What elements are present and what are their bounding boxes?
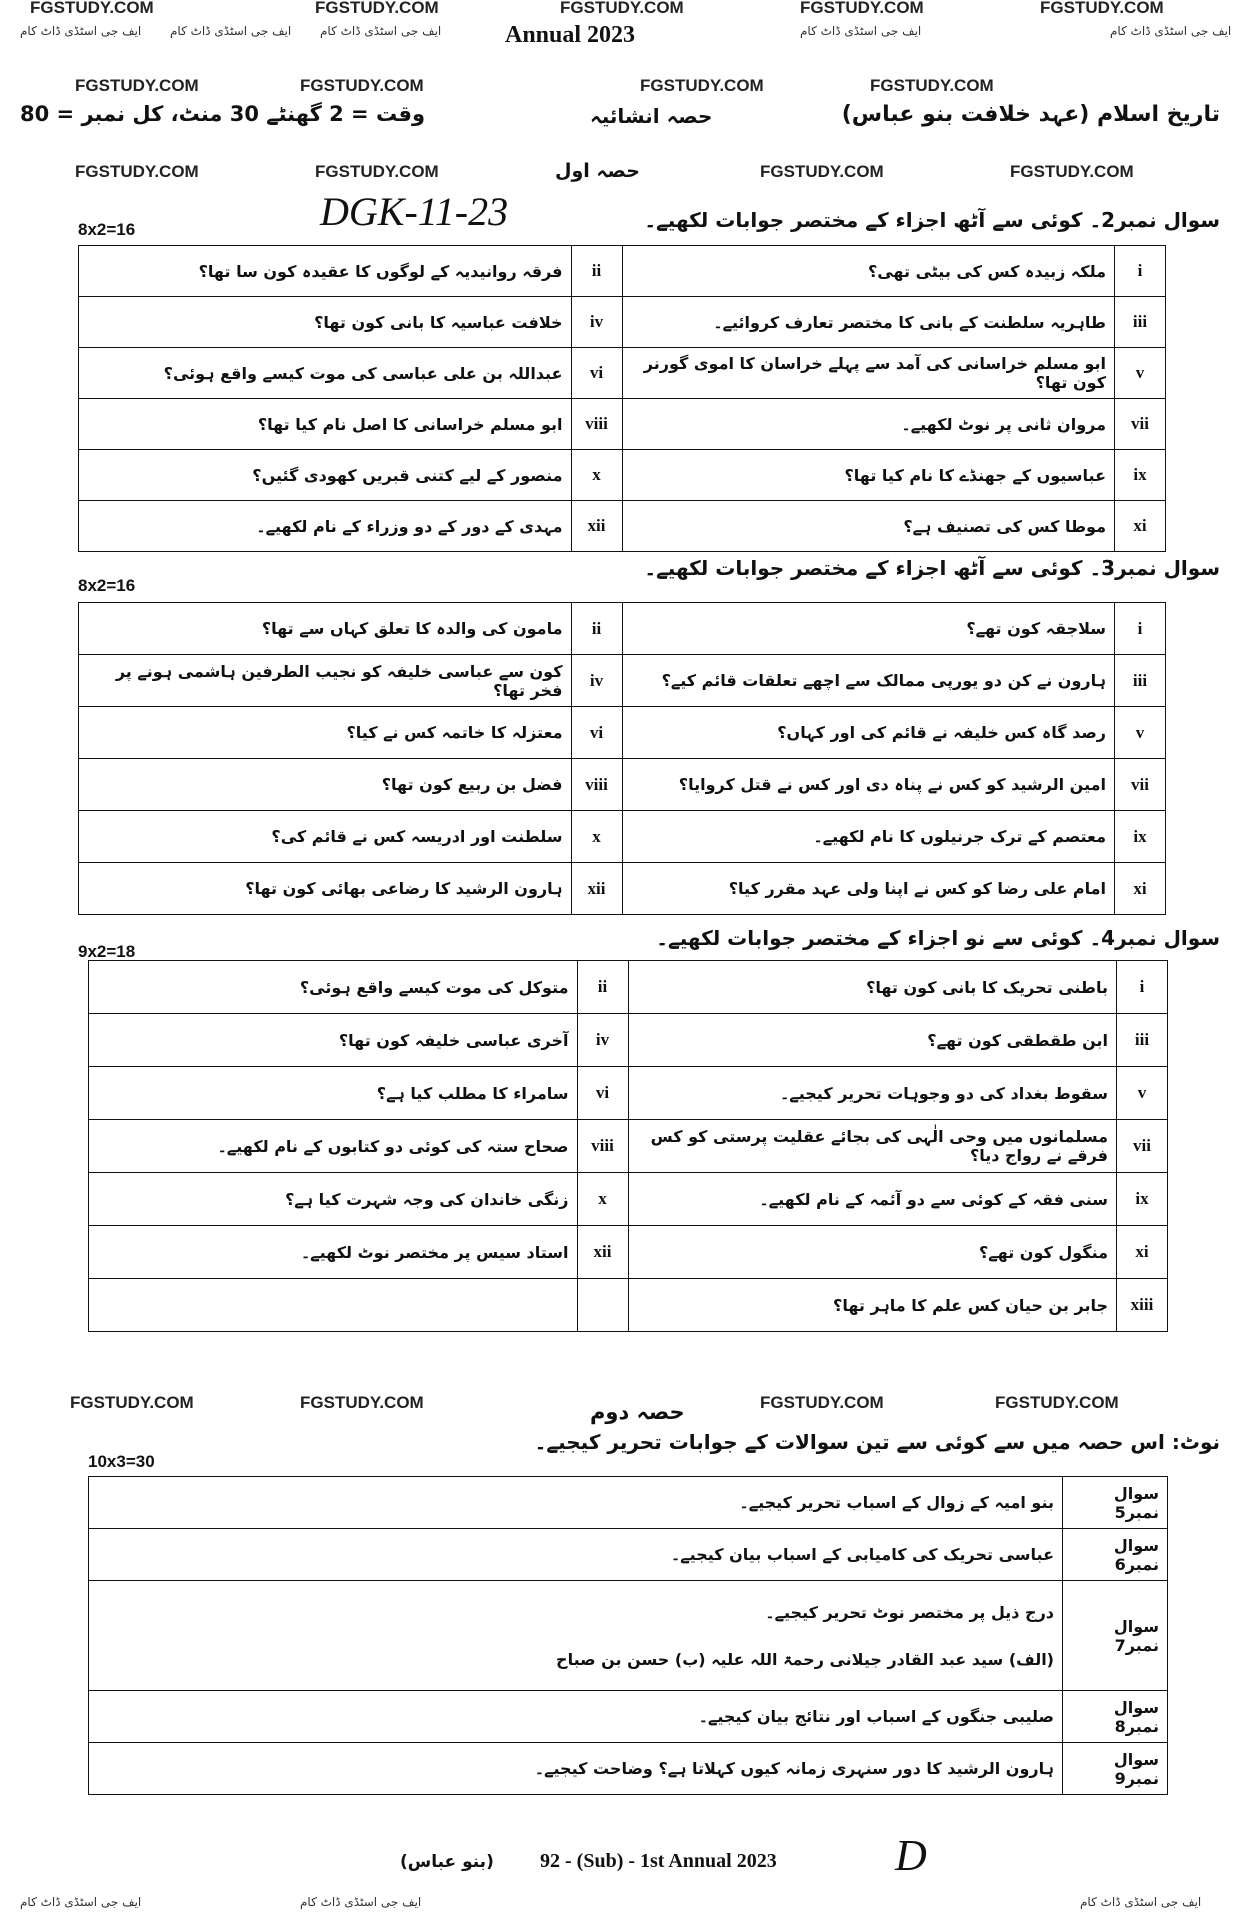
question-number: viii: [571, 759, 622, 811]
question-text: فضل بن ربیع کون تھا؟: [79, 759, 572, 811]
long-question-text: [89, 1743, 1063, 1795]
long-question-number: سوال نمبر6: [1063, 1529, 1168, 1581]
question-row: [89, 1279, 1168, 1332]
long-question-text: [89, 1529, 1063, 1581]
question-row: [79, 246, 1166, 297]
question-number: iii: [1115, 297, 1166, 348]
question-number: xi: [1115, 501, 1166, 552]
watermark-urdu: ایف جی اسٹڈی ڈاٹ کام: [20, 1895, 142, 1909]
question-number: vi: [571, 707, 622, 759]
question-text: کون سے عباسی خلیفہ کو نجیب الطرفین ہاشمی ہونے پر فخر تھا؟: [79, 655, 572, 707]
question-text: سلاجقہ کون تھے؟: [622, 603, 1115, 655]
part2-table: [88, 1476, 1168, 1795]
question-number: i: [1117, 961, 1168, 1014]
subject-title: تاریخ اسلام (عہد خلافت بنو عباس): [841, 102, 1220, 127]
question-text: سنی فقہ کے کوئی سے دو آئمہ کے نام لکھیے۔: [628, 1173, 1117, 1226]
question-number: ix: [1117, 1173, 1168, 1226]
question-text: استاد سیس پر مختصر نوٹ لکھیے۔: [89, 1226, 578, 1279]
question-row: [89, 1014, 1168, 1067]
question-row: [79, 603, 1166, 655]
question-text: [89, 1279, 578, 1332]
question-number: iii: [1117, 1014, 1168, 1067]
question-text: رصد گاہ کس خلیفہ نے قائم کی اور کہاں؟: [622, 707, 1115, 759]
q2-table: [78, 245, 1166, 552]
watermark-text: FGSTUDY.COM: [75, 162, 199, 181]
long-question-row: [89, 1691, 1168, 1743]
q4-heading: سوال نمبر4۔ کوئی سے نو اجزاء کے مختصر جوابات لکھیے۔: [656, 926, 1220, 950]
question-text: متوکل کی موت کیسے واقع ہوئی؟: [89, 961, 578, 1014]
question-row: [79, 399, 1166, 450]
question-text: معتزلہ کا خاتمہ کس نے کیا؟: [79, 707, 572, 759]
watermark-text: FGSTUDY.COM: [300, 1393, 424, 1412]
question-text: امام علی رضا کو کس نے اپنا ولی عہد مقرر کیا؟: [622, 863, 1115, 915]
long-question-text: [89, 1477, 1063, 1529]
watermark-urdu: ایف جی اسٹڈی ڈاٹ کام: [300, 1895, 422, 1909]
question-number: viii: [577, 1120, 628, 1173]
question-text: سامراء کا مطلب کیا ہے؟: [89, 1067, 578, 1120]
long-question-main: ہارون الرشید کا دور سنہری زمانہ کیوں کہلاتا ہے؟ وضاحت کیجیے۔: [534, 1759, 1054, 1778]
question-number: ii: [571, 246, 622, 297]
question-number: ix: [1115, 811, 1166, 863]
watermark-text: FGSTUDY.COM: [300, 76, 424, 95]
watermark-text: FGSTUDY.COM: [70, 1393, 194, 1412]
watermark-urdu: ایف جی اسٹڈی ڈاٹ کام: [1080, 1895, 1202, 1909]
long-question-row: [89, 1743, 1168, 1795]
question-number: vi: [577, 1067, 628, 1120]
question-number: xii: [577, 1226, 628, 1279]
question-row: [79, 759, 1166, 811]
question-row: [89, 1173, 1168, 1226]
long-question-number: سوال نمبر5: [1063, 1477, 1168, 1529]
question-row: [89, 961, 1168, 1014]
paper-code: 92 - (Sub) - 1st Annual 2023: [540, 1850, 777, 1872]
watermark-urdu: ایف جی اسٹڈی ڈاٹ کام: [170, 24, 292, 38]
question-row: [79, 863, 1166, 915]
watermark-urdu: ایف جی اسٹڈی ڈاٹ کام: [320, 24, 442, 38]
question-number: vii: [1115, 399, 1166, 450]
question-number: v: [1117, 1067, 1168, 1120]
question-number: ix: [1115, 450, 1166, 501]
footer-subject: (بنو عباس): [400, 1852, 494, 1872]
long-question-main: عباسی تحریک کی کامیابی کے اسباب بیان کیجیے۔: [670, 1545, 1054, 1564]
question-number: i: [1115, 246, 1166, 297]
question-text: جابر بن حیان کس علم کا ماہر تھا؟: [628, 1279, 1117, 1332]
question-number: v: [1115, 348, 1166, 399]
long-question-text: [89, 1581, 1063, 1691]
q3-heading: سوال نمبر3۔ کوئی سے آٹھ اجزاء کے مختصر جوابات لکھیے۔: [644, 556, 1220, 580]
question-row: [79, 348, 1166, 399]
watermark-text: FGSTUDY.COM: [800, 0, 924, 17]
question-row: [79, 811, 1166, 863]
question-text: ہارون نے کن دو یورپی ممالک سے اچھے تعلقات قائم کیے؟: [622, 655, 1115, 707]
watermark-urdu: ایف جی اسٹڈی ڈاٹ کام: [1110, 24, 1232, 38]
question-number: ii: [571, 603, 622, 655]
question-number: vii: [1117, 1120, 1168, 1173]
long-question-number: سوال نمبر7: [1063, 1581, 1168, 1691]
question-number: x: [571, 811, 622, 863]
q3-table: [78, 602, 1166, 915]
watermark-text: FGSTUDY.COM: [75, 76, 199, 95]
question-row: [79, 297, 1166, 348]
question-text: فرقہ روانیدیہ کے لوگوں کا عقیدہ کون سا تھا؟: [79, 246, 572, 297]
question-number: ii: [577, 961, 628, 1014]
watermark-text: FGSTUDY.COM: [1010, 162, 1134, 181]
part1-title: حصہ اول: [555, 160, 640, 182]
question-text: موطا کس کی تصنیف ہے؟: [622, 501, 1115, 552]
question-number: i: [1115, 603, 1166, 655]
q2-heading: سوال نمبر2۔ کوئی سے آٹھ اجزاء کے مختصر جوابات لکھیے۔: [644, 208, 1220, 232]
question-text: صحاح ستہ کی کوئی دو کتابوں کے نام لکھیے۔: [89, 1120, 578, 1173]
question-text: سقوط بغداد کی دو وجوہات تحریر کیجیے۔: [628, 1067, 1117, 1120]
long-question-row: [89, 1477, 1168, 1529]
question-text: مروان ثانی پر نوٹ لکھیے۔: [622, 399, 1115, 450]
watermark-text: FGSTUDY.COM: [760, 1393, 884, 1412]
part2-marks: 10x3=30: [88, 1452, 155, 1471]
q4-table: [88, 960, 1168, 1332]
watermark-text: FGSTUDY.COM: [560, 0, 684, 17]
question-number: [577, 1279, 628, 1332]
question-text: ملکہ زبیدہ کس کی بیٹی تھی؟: [622, 246, 1115, 297]
q4-marks: 9x2=18: [78, 942, 136, 961]
question-text: منگول کون تھے؟: [628, 1226, 1117, 1279]
long-question-main: صلیبی جنگوں کے اسباب اور نتائج بیان کیجیے۔: [698, 1707, 1054, 1726]
long-question-main: بنو امیہ کے زوال کے اسباب تحریر کیجیے۔: [739, 1493, 1054, 1512]
question-text: ابن طقطقی کون تھے؟: [628, 1014, 1117, 1067]
time-and-marks: وقت = 2 گھنٹے 30 منٹ، کل نمبر = 80: [20, 102, 426, 126]
question-row: [79, 450, 1166, 501]
examiner-signature: D: [895, 1831, 927, 1880]
question-text: طاہریہ سلطنت کے بانی کا مختصر تعارف کروائیے۔: [622, 297, 1115, 348]
long-question-subparts: (الف) سید عبد القادر جیلانی رحمۃ اللہ علیہ (ب) حسن بن صباح: [556, 1649, 1054, 1669]
long-question-text: [89, 1691, 1063, 1743]
q3-marks: 8x2=16: [78, 576, 136, 595]
question-number: xiii: [1117, 1279, 1168, 1332]
paper-section: حصہ انشائیہ: [590, 104, 713, 128]
question-text: ابو مسلم خراسانی کا اصل نام کیا تھا؟: [79, 399, 572, 450]
long-question-row: [89, 1529, 1168, 1581]
watermark-text: FGSTUDY.COM: [315, 162, 439, 181]
long-question-number: سوال نمبر9: [1063, 1743, 1168, 1795]
question-text: ہارون الرشید کا رضاعی بھائی کون تھا؟: [79, 863, 572, 915]
question-number: xii: [571, 501, 622, 552]
long-question-number: سوال نمبر8: [1063, 1691, 1168, 1743]
watermark-text: FGSTUDY.COM: [30, 0, 154, 17]
question-text: مامون کی والدہ کا تعلق کہاں سے تھا؟: [79, 603, 572, 655]
question-text: منصور کے لیے کتنی قبریں کھودی گئیں؟: [79, 450, 572, 501]
part2-note: نوٹ: اس حصہ میں سے کوئی سے تین سوالات کے جوابات تحریر کیجیے۔: [534, 1430, 1220, 1454]
watermark-urdu: ایف جی اسٹڈی ڈاٹ کام: [20, 24, 142, 38]
question-number: xi: [1117, 1226, 1168, 1279]
question-number: v: [1115, 707, 1166, 759]
question-text: آخری عباسی خلیفہ کون تھا؟: [89, 1014, 578, 1067]
watermark-text: FGSTUDY.COM: [640, 76, 764, 95]
question-number: xi: [1115, 863, 1166, 915]
question-text: سلطنت اور ادریسہ کس نے قائم کی؟: [79, 811, 572, 863]
question-number: iii: [1115, 655, 1166, 707]
question-text: ابو مسلم خراسانی کی آمد سے پہلے خراسان کا اموی گورنر کون تھا؟: [622, 348, 1115, 399]
question-number: viii: [571, 399, 622, 450]
question-text: خلافت عباسیہ کا بانی کون تھا؟: [79, 297, 572, 348]
question-text: امین الرشید کو کس نے پناہ دی اور کس نے قتل کروایا؟: [622, 759, 1115, 811]
watermark-text: FGSTUDY.COM: [870, 76, 994, 95]
question-number: x: [577, 1173, 628, 1226]
question-number: x: [571, 450, 622, 501]
long-question-main: درج ذیل پر مختصر نوٹ تحریر کیجیے۔: [765, 1602, 1054, 1622]
watermark-text: FGSTUDY.COM: [995, 1393, 1119, 1412]
part2-title: حصہ دوم: [590, 1400, 685, 1424]
watermark-urdu: ایف جی اسٹڈی ڈاٹ کام: [800, 24, 922, 38]
question-number: vi: [571, 348, 622, 399]
question-text: معتصم کے ترک جرنیلوں کا نام لکھیے۔: [622, 811, 1115, 863]
question-row: [89, 1120, 1168, 1173]
question-row: [79, 655, 1166, 707]
question-text: مہدی کے دور کے دو وزراء کے نام لکھیے۔: [79, 501, 572, 552]
watermark-text: FGSTUDY.COM: [315, 0, 439, 17]
handwritten-code: DGK-11-23: [320, 189, 509, 234]
question-row: [79, 707, 1166, 759]
long-question-row: [89, 1581, 1168, 1691]
exam-year-label: Annual 2023: [505, 22, 636, 48]
watermark-text: FGSTUDY.COM: [1040, 0, 1164, 17]
question-text: مسلمانوں میں وحی الٰہی کی بجائے عقلیت پرستی کو کس فرقے نے رواج دیا؟: [628, 1120, 1117, 1173]
question-number: vii: [1115, 759, 1166, 811]
question-number: iv: [571, 655, 622, 707]
question-number: iv: [577, 1014, 628, 1067]
question-row: [89, 1067, 1168, 1120]
question-text: عباسیوں کے جھنڈے کا نام کیا تھا؟: [622, 450, 1115, 501]
question-text: عبداللہ بن علی عباسی کی موت کیسے واقع ہوئی؟: [79, 348, 572, 399]
question-row: [89, 1226, 1168, 1279]
watermark-text: FGSTUDY.COM: [760, 162, 884, 181]
question-row: [79, 501, 1166, 552]
q2-marks: 8x2=16: [78, 220, 136, 239]
question-text: باطنی تحریک کا بانی کون تھا؟: [628, 961, 1117, 1014]
question-number: xii: [571, 863, 622, 915]
question-number: iv: [571, 297, 622, 348]
question-text: زنگی خاندان کی وجہ شہرت کیا ہے؟: [89, 1173, 578, 1226]
